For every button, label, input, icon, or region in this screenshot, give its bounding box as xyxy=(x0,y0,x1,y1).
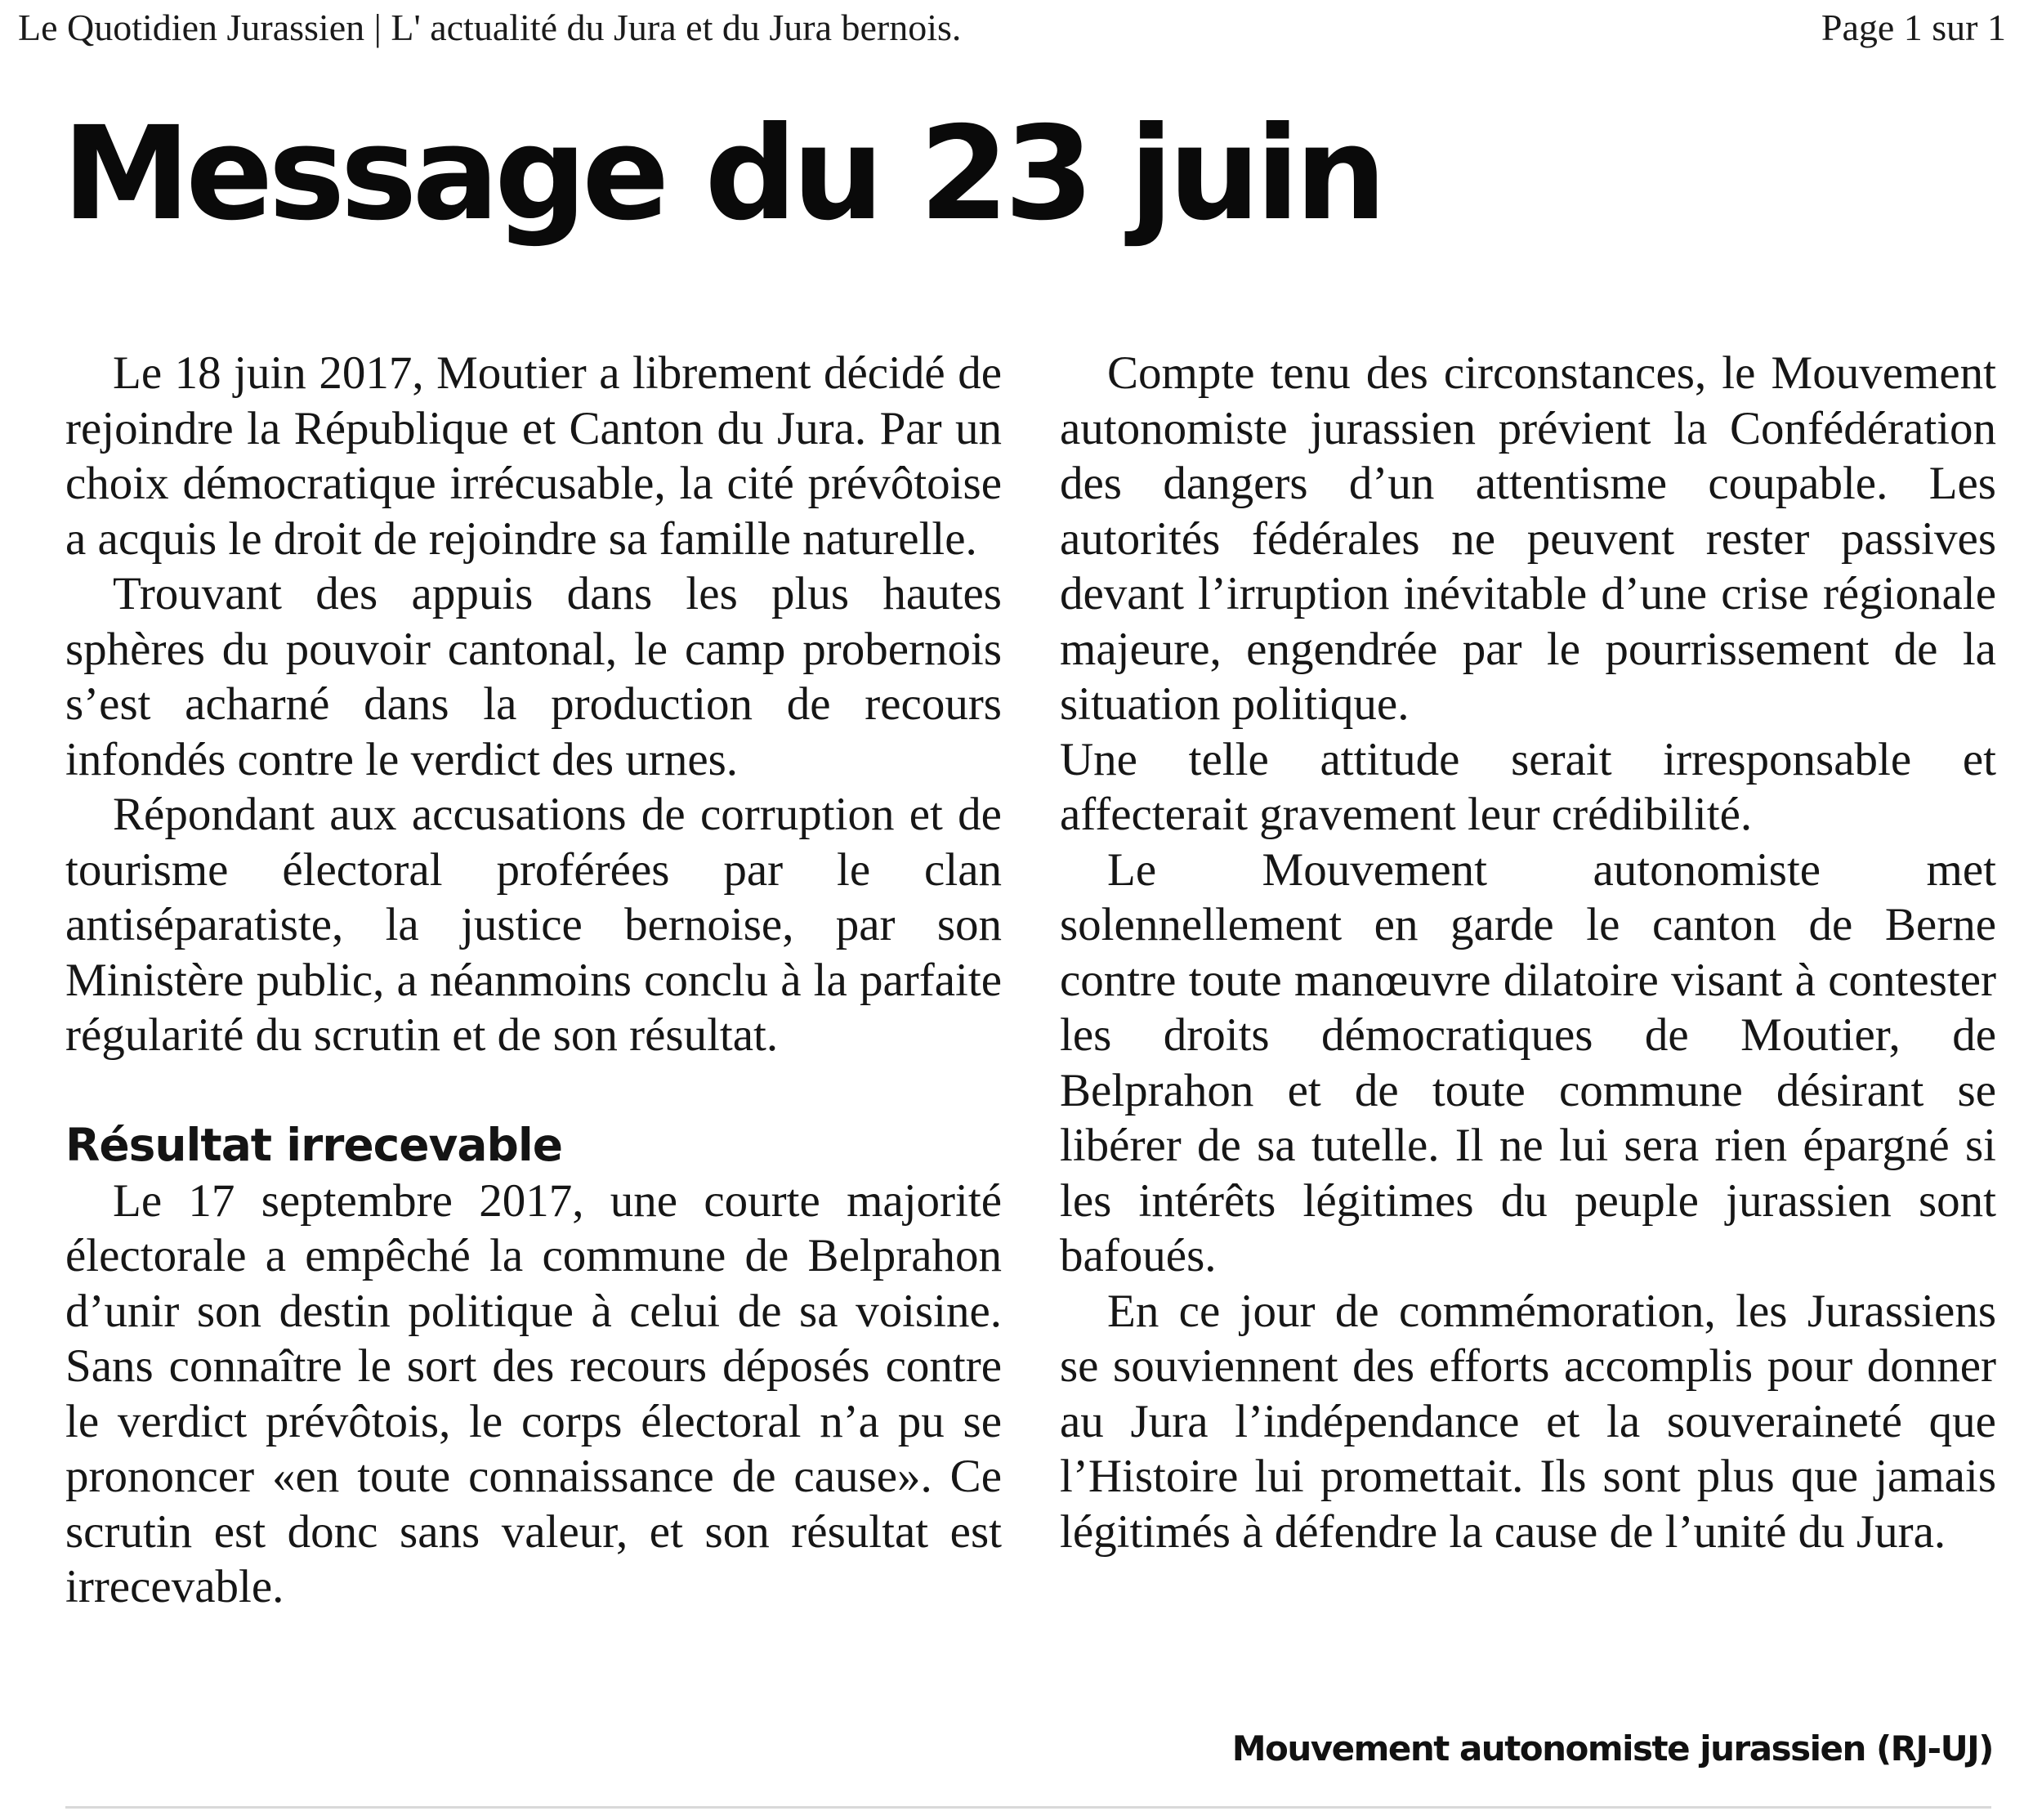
site-title: Le Quotidien Jurassien | L' actualité du Jura et du Jura bernois. xyxy=(18,7,962,48)
article-paragraph: Une telle attitude serait irresponsable et affecterait gravement leur crédibilité. xyxy=(1060,733,1996,840)
paragraph-spacer xyxy=(65,1063,1002,1119)
article-paragraph: Le 18 juin 2017, Moutier a librement décidé de rejoindre la République et Canton du Jura. Par un choix démocratique irrécusable, la cité prévôtoise a acquis le droit de rejoindre sa famille naturelle. xyxy=(65,347,1002,565)
article-signature: Mouvement autonomiste jurassien (RJ-UJ) xyxy=(1231,1728,1993,1769)
article-paragraph: Trouvant des appuis dans les plus hautes sphères du pouvoir cantonal, le camp probernois s’est acharné dans la production de recours infondés contre le verdict des urnes. xyxy=(65,568,1002,785)
bottom-divider xyxy=(65,1806,1991,1809)
article-paragraph: En ce jour de commémoration, les Jurassiens se souviennent des efforts accomplis pour donner au Jura l’indépendance et la souveraineté que l’Histoire lui promettait. Ils sont plus que jamais légitimés à défendre la cause de l’unité du Jura. xyxy=(1060,1285,1996,1558)
article-paragraph: Le Mouvement autonomiste met solennellement en garde le canton de Berne contre toute manœuvre dilatoire visant à contester les droits démocratiques de Moutier, de Belprahon et de toute commune désirant se libérer de sa tutelle. Il ne lui sera rien épargné si les intérêts légitimes du peuple jurassien sont bafoués. xyxy=(1060,843,1996,1281)
article-paragraph: Compte tenu des circonstances, le Mouvement autonomiste jurassien prévient la Confédération des dangers d’un attentisme coupable. Les autorités fédérales ne peuvent rester passives devant l’irruption inévitable d’une crise régionale majeure, engendrée par le pourrissement de la situation politique. xyxy=(1060,347,1996,730)
article-paragraph: Le 17 septembre 2017, une courte majorité électorale a empêché la commune de Belprahon d’unir son destin politique à celui de sa voisine. Sans connaître le sort des recours déposés contre le verdict prévôtois, le corps électoral n’a pu se prononcer «en toute connaissance de cause». Ce scrutin est donc sans valeur, et son résultat est irrecevable. xyxy=(65,1174,1002,1612)
article-paragraph: Répondant aux accusations de corruption et de tourisme électoral proférées par le clan antiséparatiste, la justice bernoise, par son Ministère public, a néanmoins conclu à la parfaite régularité du scrutin et de son résultat. xyxy=(65,789,1002,1061)
section-subheading: Résultat irrecevable xyxy=(65,1119,563,1171)
page-header xyxy=(18,3,2006,52)
article-column-left xyxy=(65,346,1002,1615)
article-column-right xyxy=(1060,346,1996,1559)
article-headline: Message du 23 juin xyxy=(62,99,1383,249)
page-number: Page 1 sur 1 xyxy=(1821,7,2006,48)
